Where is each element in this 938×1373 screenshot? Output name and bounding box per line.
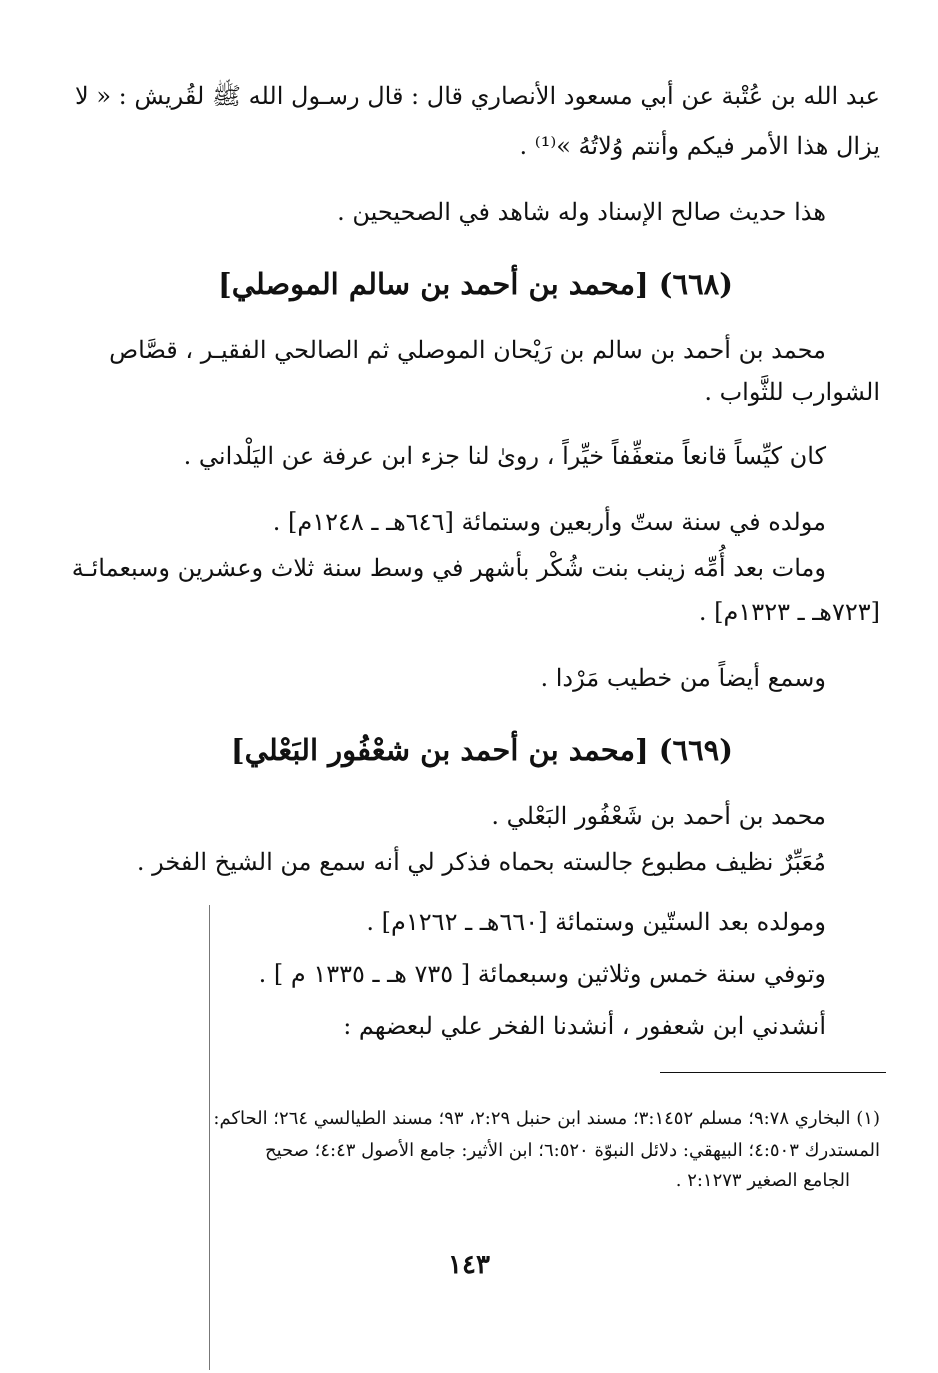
text-line-2: يزال هذا الأمر فيكم وأنتم وُلاتُهُ »⁽¹⁾ . [519,132,880,160]
text-line-15: أنشدني ابن شعفور ، أنشدنا الفخر علي لبعضهم : [343,1012,826,1040]
text-line-11: محمد بن أحمد بن شَعْفُور البَعْلي . [491,802,826,830]
text-line-12: مُعَبِّرٌ نظيف مطبوع جالسته بحماه فذكر لي أنه سمع من الشيخ الفخر . [136,848,826,876]
entry-heading-668: (٦٦٨) [محمد بن أحمد بن سالم الموصلي] [217,267,733,301]
footnote-line-2: المستدرك ٤:٥٠٣؛ البيهقي: دلائل النبوّة ٦:٥٢٠؛ ابن الأثير: جامع الأصول ٤:٤٣؛ صحيح [264,1140,880,1161]
scan-margin-line [209,905,210,1370]
text-line-8: ومات بعد أُمِّه زينب بنت شُكْر بأشهر في وسط سنة ثلاث وعشرين وسبعمائـة [71,554,826,582]
text-line-14: وتوفي سنة خمس وثلاثين وسبعمائة [ ٧٣٥ هـ ـ ١٣٣٥ م ] . [258,960,826,988]
text-line-9: [٧٢٣هـ ـ ١٣٢٣م] . [698,598,880,626]
footnote-line-3: الجامع الصغير ٢:١٢٧٣ . [675,1170,850,1191]
page-number: ١٤٣ [448,1250,490,1280]
text-line-5: الشوارب للثَّواب . [704,378,880,406]
footnote-separator [660,1072,886,1073]
text-line-7: مولده في سنة ستّ وأربعين وستمائة [٦٤٦هـ ـ ١٢٤٨م] . [272,508,826,536]
text-line-1: عبد الله بن عُتْبة عن أبي مسعود الأنصاري قال : قال رسـول الله ﷺ لقُريش : « لا [75,82,880,110]
text-line-10: وسمع أيضاً من خطيب مَرْدا . [540,664,826,692]
footnote-line-1: (١) البخاري ٩:٧٨؛ مسلم ٣:١٤٥٢؛ مسند ابن حنبل ٢:٢٩، ٩٣؛ مسند الطيالسي ٢٦٤؛ الحاكم: [213,1108,880,1129]
entry-heading-669: (٦٦٩) [محمد بن أحمد بن شعْفُور البَعْلي] [230,733,733,767]
text-line-6: كان كيِّساً قانعاً متعفِّفاً خيِّراً ، روىٰ لنا جزء ابن عرفة عن اليَلْداني . [183,442,826,470]
text-line-3: هذا حديث صالح الإسناد وله شاهد في الصحيحين . [337,198,826,226]
text-line-4: محمد بن أحمد بن سالم بن رَيْحان الموصلي ثم الصالحي الفقيـر ، قصَّاص [109,336,826,364]
text-line-13: ومولده بعد الستّين وستمائة [٦٦٠هـ ـ ١٢٦٢م] . [366,908,826,936]
